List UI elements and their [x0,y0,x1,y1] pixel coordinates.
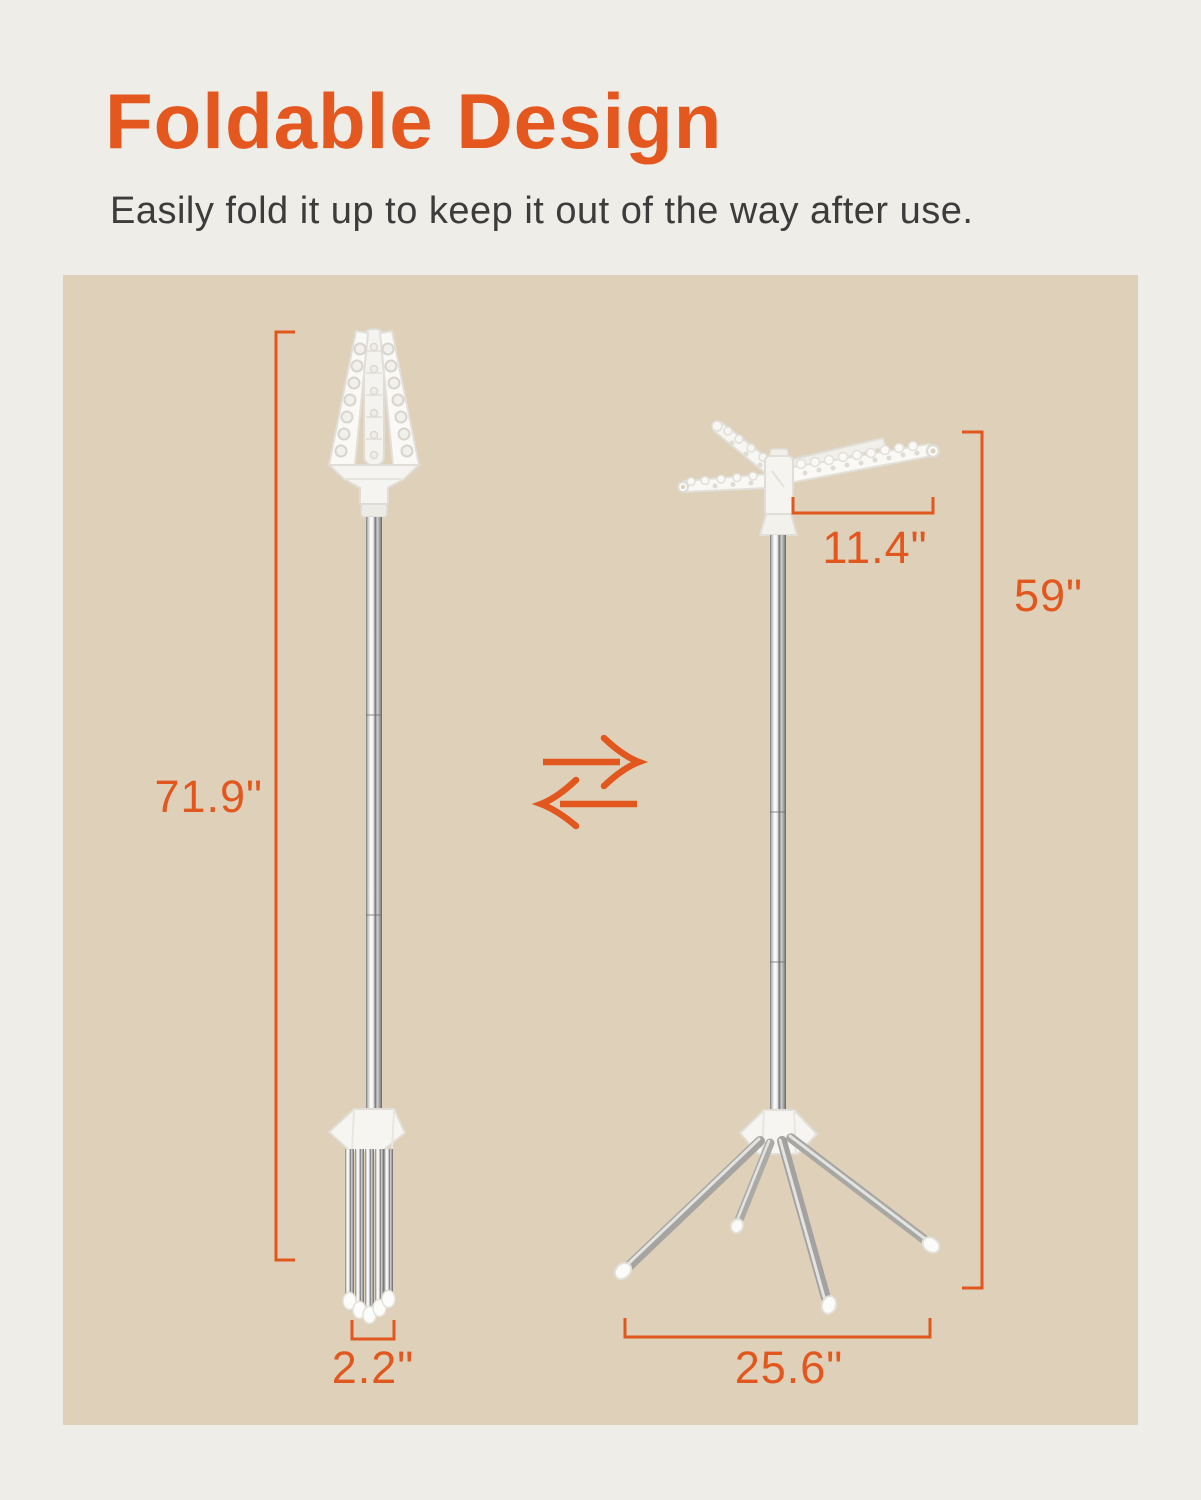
folded-height-label: 71.9" [154,771,263,822]
folded-leg-hub [329,1109,405,1152]
base-width-bracket [625,1318,930,1337]
arm-length-label: 11.4" [822,522,928,573]
folded-top-hub [329,465,419,517]
page-title: Foldable Design [105,77,723,165]
folded-width-label: 2.2" [331,1342,415,1393]
unfolded-top-hub [760,449,797,535]
page-subtitle: Easily fold it up to keep it out of the way after use. [110,190,974,232]
folded-height-bracket [276,332,295,1260]
unfolded-height-bracket [962,432,982,1288]
base-width-label: 25.6" [734,1342,844,1393]
folded-legs [343,1149,395,1324]
folded-pole [366,517,382,1109]
arm-length-bracket [793,497,933,513]
folded-rack [329,329,419,1324]
unfolded-hanger-arms [678,421,939,492]
swap-arrows-icon [541,738,639,826]
rack-illustration [63,275,1138,1425]
diagram-panel [63,275,1138,1425]
unfolded-pole [770,535,786,1115]
unfolded-legs [628,1136,925,1298]
unfolded-height-label: 59" [1013,570,1084,621]
folded-hanger-arms [329,329,419,465]
